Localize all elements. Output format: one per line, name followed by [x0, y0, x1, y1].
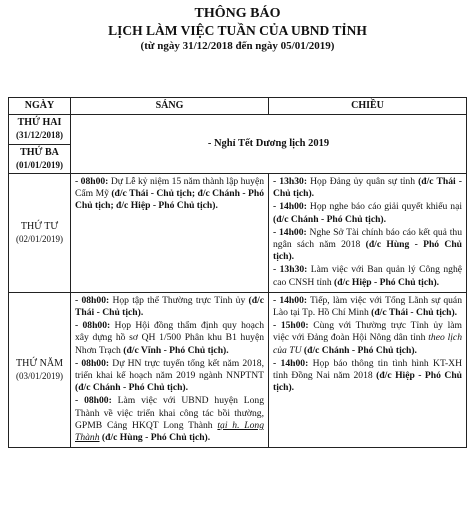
- day-name: THỨ TƯ: [20, 220, 59, 232]
- column-header-afternoon: CHIỀU: [269, 98, 467, 115]
- list-item: - 08h00: Làm việc với UBND huyện Long Thành về việc triển khai công tác bồi thường, GPMB Cảng HKQT Long Thành tại h. Long Thành (đ/c Hùng - Phó Chủ tịch).: [75, 395, 265, 444]
- day-name: THỨ HAI: [17, 117, 62, 129]
- day-date: (31/12/2018): [16, 130, 63, 141]
- list-item: - 08h00: Dự Lễ kỷ niệm 15 năm thành lập huyện Cẩm Mỹ (đ/c Thái - Chủ tịch; đ/c Chánh - Phó Chủ tịch; đ/c Hiệp - Phó Chủ tịch).: [75, 176, 265, 212]
- day-cell-monday: [9, 115, 71, 144]
- morning-cell-thursday: [71, 292, 269, 447]
- list-item: - 14h00: Họp nghe báo cáo giải quyết khiếu nại (đ/c Chánh - Phó Chủ tịch).: [273, 201, 462, 225]
- afternoon-cell-wednesday: [269, 174, 467, 293]
- column-header-morning: SÁNG: [71, 98, 269, 115]
- day-name: THỨ BA: [20, 146, 59, 158]
- afternoon-cell-thursday: [269, 292, 467, 447]
- day-cell-tuesday: [9, 144, 71, 173]
- document-subtitle: LỊCH LÀM VIỆC TUẦN CỦA UBND TỈNH: [108, 23, 367, 38]
- day-date: (02/01/2019): [16, 233, 63, 244]
- list-item: - 14h00: Họp báo thông tin tình hình KT-XH tỉnh Đồng Nai năm 2018 (đ/c Hiệp - Phó Chủ tịch).: [273, 357, 462, 394]
- schedule-table: [8, 97, 467, 448]
- day-cell-wednesday: [9, 174, 71, 293]
- list-item: - 13h30: Làm việc với Ban quản lý Công nghệ cao CNSH tỉnh (đ/c Hiệp - Phó Chủ tịch).: [273, 264, 462, 288]
- morning-cell-wednesday: [71, 174, 269, 293]
- day-date: (01/01/2019): [16, 159, 63, 170]
- list-item: - 15h00: Cùng với Thường trực Tỉnh ủy làm việc với Đảng đoàn Hội Nông dân tỉnh theo lịch của TU (đ/c Chánh - Phó Chủ tịch).: [273, 320, 462, 356]
- holiday-note: - Nghỉ Tết Dương lịch 2019: [207, 138, 330, 149]
- table-row: [9, 115, 467, 144]
- table-header-row: [9, 98, 467, 115]
- list-item: - 13h30: Họp Đảng ủy quân sự tỉnh (đ/c Thái - Chủ tịch).: [273, 176, 462, 200]
- table-row: [9, 292, 467, 447]
- list-item: - 14h00: Tiếp, làm việc với Tổng Lãnh sự quán Lào tại Tp. Hồ Chí Minh (đ/c Thái - Chủ tịch).: [273, 294, 462, 319]
- document-header: [0, 5, 475, 53]
- holiday-cell: [71, 115, 467, 174]
- document-title: THÔNG BÁO: [194, 6, 281, 21]
- date-range: (từ ngày 31/12/2018 đến ngày 05/01/2019): [140, 40, 335, 52]
- list-item: - 08h00: Họp tập thể Thường trực Tỉnh ủy (đ/c Thái - Chủ tịch).: [75, 294, 265, 319]
- list-item: - 08h00: Dự HN trực tuyến tổng kết năm 2018, triển khai kế hoạch năm 2019 ngành NNPTNT (đ/c Chánh - Phó Chủ tịch).: [75, 357, 265, 394]
- table-row: [9, 174, 467, 293]
- day-date: (03/01/2019): [16, 371, 63, 382]
- day-cell-thursday: [9, 292, 71, 447]
- day-name: THỨ NĂM: [16, 357, 63, 369]
- column-header-day: NGÀY: [9, 98, 71, 115]
- list-item: - 08h00: Họp Hội đồng thẩm định quy hoạch xây dựng hồ sơ QH 1/500 Phân khu B1 huyện Nhơn Trạch (đ/c Vĩnh - Phó Chủ tịch).: [75, 320, 264, 356]
- list-item: - 14h00: Nghe Sở Tài chính báo cáo kết quả thu ngân sách năm 2018 (đ/c Hùng - Phó Chủ tịch).: [273, 226, 463, 263]
